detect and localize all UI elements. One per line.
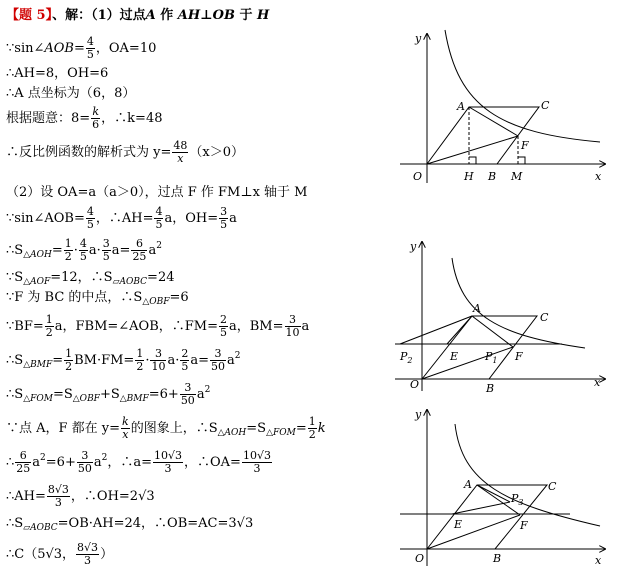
segment-ap3	[477, 485, 510, 502]
label-a: A	[457, 100, 465, 113]
svg-text:C: C	[540, 311, 549, 324]
segment-of	[427, 515, 520, 549]
parallelogram-aobc	[427, 485, 547, 549]
segment-af	[472, 316, 513, 347]
label-c: C	[541, 99, 550, 112]
part2-line-5: ∵F 为 BC 的中点，$\therefore S_{\triangle OBF}=6$	[6, 290, 189, 307]
figure-1	[390, 28, 612, 188]
hyperbola-curve	[452, 258, 585, 348]
part2-line-10: ∴ $\frac{6}{25}$ $a^2=6+$ $\frac{3}{50}$ $a^2$，∴a= $\frac{10√3}{3}$ ，∴OA= $\frac{10√3}{3}$	[6, 449, 271, 475]
part2-line-6: ∵BF= $\frac{1}{2}$ a，FBM=∠AOB，∴FM= $\frac{2}{5}$ a，BM= $\frac{3}{10}$ a	[6, 313, 310, 339]
part1-line-4: 根据题意：8= $\frac{k}{6}$ ，∴k=48	[6, 105, 163, 131]
problem-title: 【题 5】、解：（1）过点A 作 AH⊥OB 于 H	[6, 8, 270, 23]
svg-text:F: F	[515, 350, 523, 363]
part2-line-11: ∴AH= $\frac{8√3}{3}$ ，∴OH=2√3	[6, 483, 155, 509]
label-p1: $P_1$	[485, 350, 498, 365]
parallelogram-aobc	[422, 316, 537, 379]
part2-line-9: ∵点 A，F 都在 y= $\frac{k}{x}$ 的图象上，$\therefore S_{\triangle AOH}=S_{\triangle FOM}=$ $\frac{1}{2}$ k	[6, 415, 326, 441]
problem-number: 【题 5】	[6, 8, 53, 23]
right-angle-m	[518, 157, 525, 164]
figure-2	[390, 236, 612, 394]
segment-ep1	[447, 316, 472, 344]
part1-line-5: ∴反比例函数的解析式为 y= $\frac{48}{x}$ （x＞0）	[6, 139, 244, 165]
hyperbola-curve	[445, 30, 600, 142]
segment-ep3	[452, 502, 510, 514]
part2-line-13: ∴C（5√3， $\frac{8√3}{3}$ ）	[6, 541, 114, 567]
part1-line-3: ∴A 点坐标为（6，8）	[6, 86, 136, 101]
svg-text:A: A	[473, 302, 481, 315]
svg-text:B: B	[493, 552, 502, 565]
svg-text:E: E	[450, 350, 459, 363]
segment-of	[427, 136, 518, 164]
label-h: H	[464, 170, 474, 183]
label-x: x	[595, 170, 602, 183]
svg-text:x: x	[595, 554, 602, 567]
svg-text:E: E	[454, 518, 463, 531]
label-b: B	[488, 170, 497, 183]
figure-3	[390, 404, 612, 574]
svg-text:y: y	[410, 240, 417, 253]
svg-text:O: O	[415, 552, 425, 565]
svg-text:O: O	[410, 378, 420, 391]
part2-line-8: $\therefore S_{\triangle FOM}=S_{\triangle OBF}+S_{\triangle BMF}=6+$ $\frac{3}{50}$ $a^2$	[6, 381, 211, 407]
fraction: $\frac{k}{6}$	[92, 105, 100, 131]
part2-line-4: $\because S_{\triangle AOF}=12$，$\therefore S_{▱AOBC}=24$	[6, 270, 175, 287]
part1-line-2: ∴AH=8，OH=6	[6, 66, 109, 81]
part2-line-3: $\therefore S_{\triangle AOH}=$ $\frac{1}{2}$ · $\frac{4}{5}$ a· $\frac{3}{5}$ a= $\frac{6}{25}$ $a^2$	[6, 237, 162, 263]
label-p3: $P_3$	[511, 492, 524, 507]
segment-of	[422, 347, 513, 379]
svg-text:y: y	[415, 408, 422, 421]
label-f: F	[521, 139, 529, 152]
part2-line-2: ∵sin∠AOB= $\frac{4}{5}$ ，∴AH= $\frac{4}{5}$ a，OH= $\frac{3}{5}$ a	[6, 205, 237, 231]
fraction: $\frac{48}{x}$	[173, 139, 188, 165]
part2-line-1: （2）设 OA=a（a＞0），过点 F 作 FM⊥x 轴于 M	[6, 185, 308, 200]
svg-text:x: x	[594, 376, 601, 389]
label-y: y	[415, 32, 422, 45]
right-angle-h	[469, 157, 476, 164]
label-p2: $P_2$	[400, 350, 413, 365]
svg-text:A: A	[464, 478, 472, 491]
part2-line-7: $\therefore S_{\triangle BMF}=$ $\frac{1}{2}$ BM·FM= $\frac{1}{2}$ · $\frac{3}{10}$ a· $\frac{2}{5}$ a= $\frac{3}{50}$ $a^2$	[6, 347, 241, 373]
svg-text:C: C	[548, 480, 557, 493]
svg-text:B: B	[486, 382, 495, 394]
label-m: M	[511, 170, 523, 183]
label-o: O	[413, 170, 423, 183]
hyperbola-curve	[455, 424, 600, 526]
svg-text:F: F	[520, 519, 528, 532]
part2-line-12: $\therefore S_{▱AOBC}=OB\cdot AH=24$，∴OB=AC=3√3	[6, 516, 254, 533]
fraction: $\frac{4}{5}$	[86, 35, 94, 61]
part1-line-1: ∵sin∠AOB= $\frac{4}{5}$ ，OA=10	[6, 35, 157, 61]
segment-af	[469, 107, 518, 136]
